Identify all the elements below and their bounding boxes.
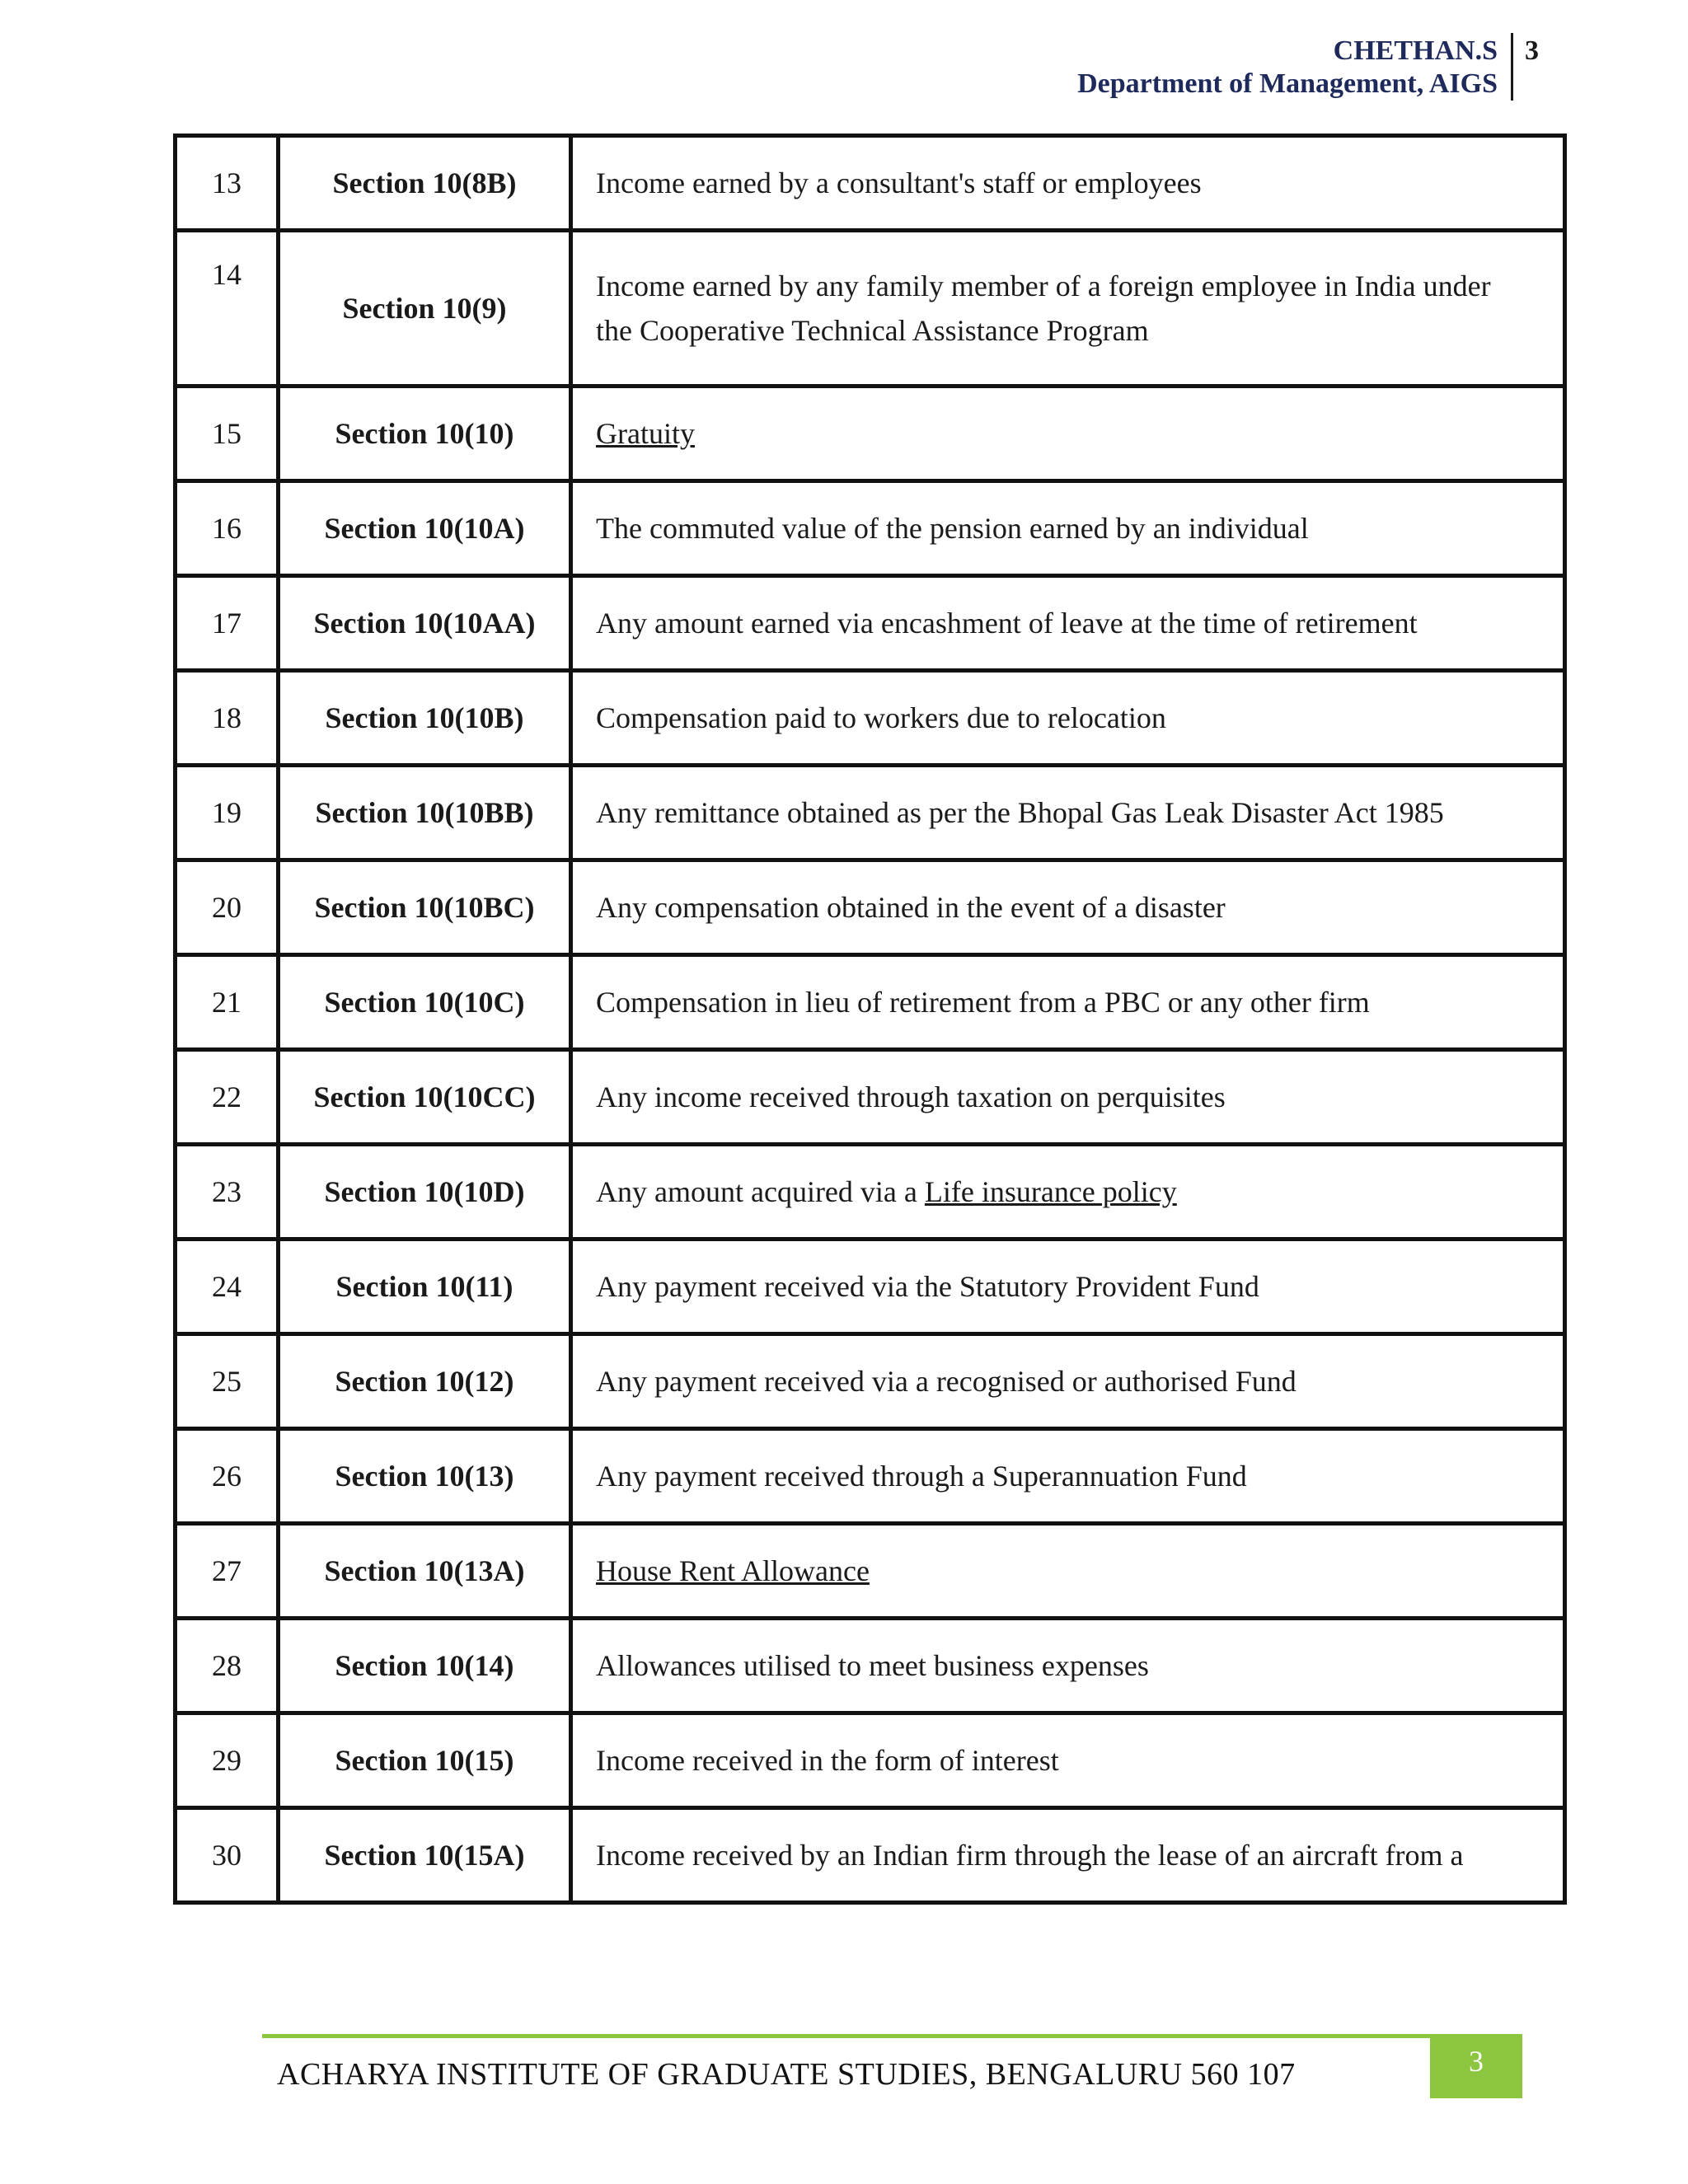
row-description: Any payment received via the Statutory Provident Fund — [571, 1240, 1565, 1334]
row-section: Section 10(13) — [279, 1429, 571, 1524]
row-description — [571, 1145, 1565, 1240]
row-number: 23 — [176, 1145, 279, 1240]
exemptions-table — [173, 134, 1567, 1905]
row-section: Section 10(15) — [279, 1713, 571, 1808]
row-description: Income received in the form of interest — [571, 1713, 1565, 1808]
row-number: 14 — [176, 231, 279, 387]
row-section: Section 10(11) — [279, 1240, 571, 1334]
row-number: 20 — [176, 860, 279, 955]
exemptions-table-wrapper — [173, 134, 1567, 1905]
row-number: 26 — [176, 1429, 279, 1524]
table-row — [176, 1429, 1565, 1524]
row-description: Any income received through taxation on perquisites — [571, 1050, 1565, 1145]
house-rent-allowance-link[interactable]: House Rent Allowance — [596, 1554, 870, 1587]
table-row — [176, 1145, 1565, 1240]
header-page-number: 3 — [1525, 35, 1539, 66]
row-description: Any compensation obtained in the event of a disaster — [571, 860, 1565, 955]
table-row — [176, 955, 1565, 1050]
row-description: Compensation paid to workers due to relocation — [571, 671, 1565, 766]
row-number: 17 — [176, 576, 279, 671]
row-number: 21 — [176, 955, 279, 1050]
table-row — [176, 1334, 1565, 1429]
row-number: 30 — [176, 1808, 279, 1903]
row-section: Section 10(8B) — [279, 136, 571, 231]
row-number: 24 — [176, 1240, 279, 1334]
header-text-block — [1077, 33, 1513, 101]
footer-divider — [262, 2034, 1430, 2038]
row-number: 15 — [176, 387, 279, 481]
row-section: Section 10(10BC) — [279, 860, 571, 955]
row-section: Section 10(13A) — [279, 1524, 571, 1619]
table-row — [176, 671, 1565, 766]
table-row — [176, 1050, 1565, 1145]
row-section: Section 10(10B) — [279, 671, 571, 766]
row-description — [571, 231, 1565, 387]
row-number: 27 — [176, 1524, 279, 1619]
row-description — [571, 1524, 1565, 1619]
row-description: Compensation in lieu of retirement from a PBC or any other firm — [571, 955, 1565, 1050]
table-row — [176, 136, 1565, 231]
table-row — [176, 1240, 1565, 1334]
row-section: Section 10(12) — [279, 1334, 571, 1429]
footer-institute: ACHARYA INSTITUTE OF GRADUATE STUDIES, BENGALURU 560 107 — [277, 2057, 1296, 2092]
row-section: Section 10(10) — [279, 387, 571, 481]
row-description: Any amount earned via encashment of leave at the time of retirement — [571, 576, 1565, 671]
row-description: Any payment received via a recognised or authorised Fund — [571, 1334, 1565, 1429]
row-description — [571, 387, 1565, 481]
row-description-line: the Cooperative Technical Assistance Program — [596, 314, 1149, 347]
row-description-text: Any amount acquired via a — [596, 1175, 925, 1208]
row-section: Section 10(14) — [279, 1619, 571, 1713]
row-section: Section 10(15A) — [279, 1808, 571, 1903]
table-row — [176, 1713, 1565, 1808]
row-description: The commuted value of the pension earned by an individual — [571, 481, 1565, 576]
row-description: Allowances utilised to meet business expenses — [571, 1619, 1565, 1713]
row-number: 18 — [176, 671, 279, 766]
row-description: Any payment received through a Superannuation Fund — [571, 1429, 1565, 1524]
row-section: Section 10(10CC) — [279, 1050, 571, 1145]
row-number: 16 — [176, 481, 279, 576]
row-description: Any remittance obtained as per the Bhopal Gas Leak Disaster Act 1985 — [571, 766, 1565, 860]
table-row — [176, 766, 1565, 860]
row-description: Income earned by a consultant's staff or employees — [571, 136, 1565, 231]
row-number: 29 — [176, 1713, 279, 1808]
table-row — [176, 387, 1565, 481]
row-section: Section 10(10AA) — [279, 576, 571, 671]
table-row — [176, 1524, 1565, 1619]
table-row — [176, 1808, 1565, 1903]
table-row — [176, 576, 1565, 671]
row-number: 22 — [176, 1050, 279, 1145]
table-row — [176, 231, 1565, 387]
row-number: 13 — [176, 136, 279, 231]
row-number: 19 — [176, 766, 279, 860]
row-section: Section 10(9) — [279, 231, 571, 387]
footer-page-number: 3 — [1430, 2034, 1522, 2098]
row-section: Section 10(10D) — [279, 1145, 571, 1240]
row-description: Income received by an Indian firm through the lease of an aircraft from a — [571, 1808, 1565, 1903]
table-row — [176, 860, 1565, 955]
row-section: Section 10(10C) — [279, 955, 571, 1050]
row-number: 28 — [176, 1619, 279, 1713]
header-department: Department of Management, AIGS — [1077, 68, 1498, 99]
row-number: 25 — [176, 1334, 279, 1429]
header-author: CHETHAN.S — [1333, 35, 1498, 66]
row-section: Section 10(10BB) — [279, 766, 571, 860]
row-section: Section 10(10A) — [279, 481, 571, 576]
row-description-line: Income earned by any family member of a foreign employee in India under — [596, 269, 1491, 302]
table-row — [176, 481, 1565, 576]
life-insurance-policy-link[interactable]: Life insurance policy — [924, 1175, 1177, 1208]
gratuity-link[interactable]: Gratuity — [596, 417, 695, 450]
page-header — [1077, 33, 1539, 101]
table-row — [176, 1619, 1565, 1713]
